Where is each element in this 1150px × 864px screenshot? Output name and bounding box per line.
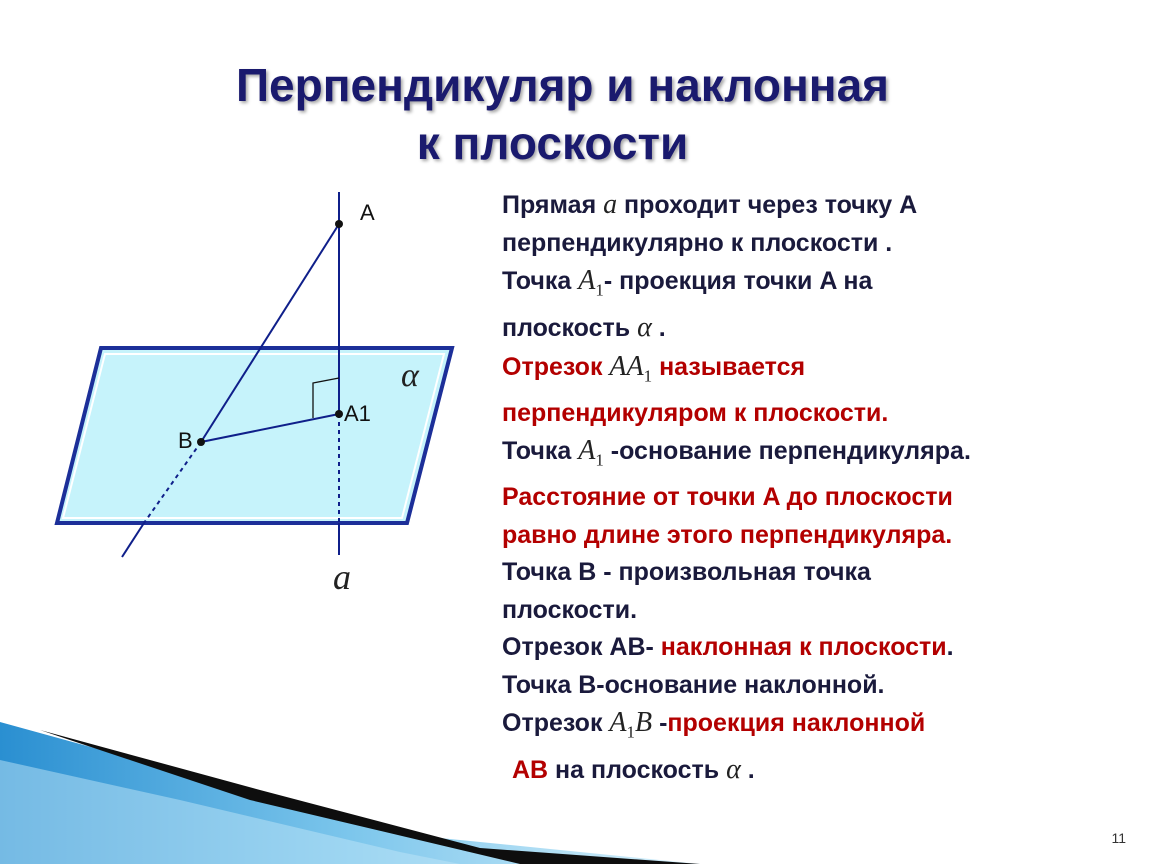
text-fragment: плоскости. xyxy=(502,595,638,624)
math-subscript: 1 xyxy=(595,450,604,470)
text-fragment: - xyxy=(652,709,668,738)
math-alpha: α xyxy=(726,754,741,786)
text-line-10 xyxy=(502,554,1122,592)
math-symbol: A xyxy=(578,265,596,296)
text-fragment: плоскость xyxy=(502,314,638,343)
plane-alpha xyxy=(57,348,452,523)
math-subscript: 1 xyxy=(626,722,636,742)
text-fragment: проходит через точку A xyxy=(617,191,918,219)
text-fragment: перпендикулярно к плоскости . xyxy=(502,228,893,257)
text-line-5 xyxy=(502,348,1122,395)
math-subscript: 1 xyxy=(595,280,604,300)
math-symbol: A xyxy=(609,707,627,739)
text-fragment: . xyxy=(946,633,954,662)
text-fragment: . xyxy=(740,756,755,785)
text-highlight: наклонная к плоскости xyxy=(660,633,947,662)
decorative-swoosh xyxy=(0,700,720,864)
inclined-lower xyxy=(122,523,144,557)
text-line-4 xyxy=(502,309,1122,348)
text-fragment: на плоскость xyxy=(548,756,727,785)
text-fragment: -основание перпендикуляра. xyxy=(603,437,971,466)
text-fragment: Отрезок AB- xyxy=(502,633,661,662)
point-b-label: B xyxy=(178,428,193,453)
text-fragment: Точка B - произвольная точка xyxy=(502,558,871,587)
text-highlight: проекция наклонной xyxy=(667,709,926,738)
text-fragment: Отрезок xyxy=(502,709,610,738)
plane-alpha-label: α xyxy=(401,357,419,394)
text-fragment: . xyxy=(651,314,666,343)
math-a1 xyxy=(578,265,604,300)
text-line-13 xyxy=(502,667,1122,705)
text-fragment: - проекция точки A на xyxy=(603,267,873,295)
text-highlight: AB xyxy=(512,756,549,785)
text-fragment: Прямая xyxy=(502,191,604,219)
text-line-9 xyxy=(502,517,1122,555)
text-fragment: Точка xyxy=(502,437,579,466)
point-a-dot xyxy=(335,220,343,228)
math-a: a xyxy=(603,189,618,220)
text-line-3 xyxy=(502,262,1122,309)
point-b-dot xyxy=(197,438,205,446)
math-aa1 xyxy=(609,350,653,386)
math-symbol: B xyxy=(635,707,653,739)
point-a1-dot xyxy=(335,410,343,418)
point-a-label: A xyxy=(360,200,375,225)
point-a1-label: A1 xyxy=(344,401,371,426)
text-fragment: Расстояние от точки A до плоскости xyxy=(502,483,953,512)
geometry-diagram xyxy=(0,180,480,610)
text-fragment: Отрезок xyxy=(502,352,610,381)
text-fragment: равно длине этого перпендикуляра. xyxy=(502,520,953,549)
page-subtitle: к плоскости xyxy=(416,117,689,169)
text-line-7 xyxy=(502,432,1122,479)
text-line-11 xyxy=(502,592,1122,630)
text-fragment: Точка xyxy=(502,267,579,295)
text-fragment: называется xyxy=(652,352,806,381)
text-line-2 xyxy=(502,225,1122,263)
math-a1 xyxy=(578,435,604,470)
page-number: 11 xyxy=(1111,830,1126,846)
text-fragment: Точка B-основание наклонной. xyxy=(502,670,885,699)
text-line-8 xyxy=(502,479,1122,517)
math-subscript: 1 xyxy=(643,366,653,386)
math-symbol: A xyxy=(578,435,596,467)
text-line-12 xyxy=(502,629,1122,667)
text-fragment: перпендикуляром к плоскости. xyxy=(502,398,889,427)
page-title: Перпендикуляр и наклонная xyxy=(235,59,890,111)
text-line-1 xyxy=(502,186,1122,225)
text-line-6 xyxy=(502,395,1122,433)
line-a-label: a xyxy=(333,557,351,597)
math-alpha: α xyxy=(637,312,652,344)
math-symbol: AA xyxy=(609,350,644,382)
